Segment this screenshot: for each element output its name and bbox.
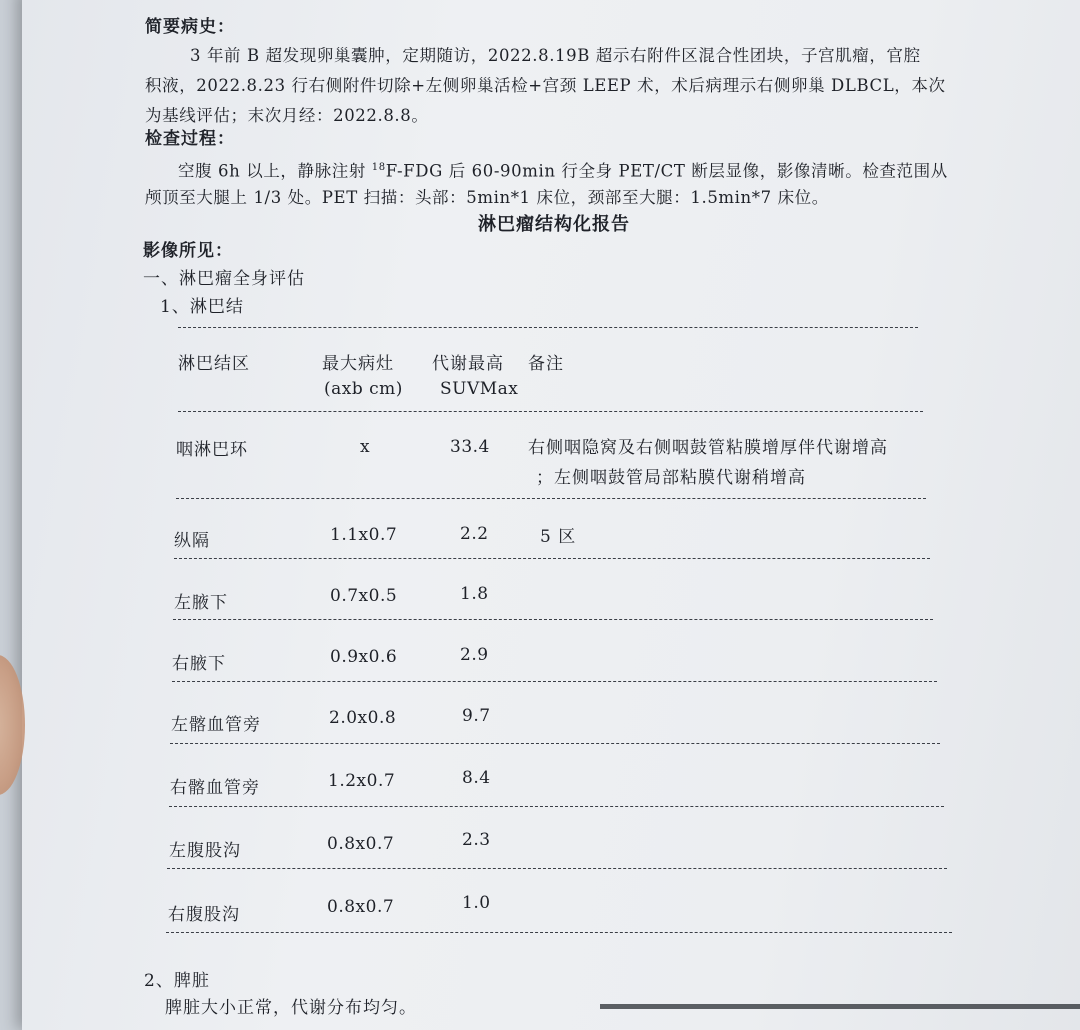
subsection-lymph-nodes: 1、淋巴结 — [160, 297, 244, 317]
history-line-1: 3 年前 B 超发现卵巢囊肿，定期随访，2022.8.19B 超示右附件区混合性团块，子宫肌瘤，官腔 — [190, 46, 921, 65]
report-title: 淋巴瘤结构化报告 — [478, 214, 630, 235]
row-6-region: 右髂血管旁 — [170, 778, 260, 798]
table-rule-header — [178, 411, 923, 412]
row-8-suv: 1.0 — [462, 893, 491, 913]
exam-line-1-pre: 空腹 6h 以上，静脉注射 — [178, 161, 372, 181]
row-5-size: 2.0x0.8 — [329, 708, 397, 728]
row-2-region: 纵隔 — [174, 531, 210, 551]
table-rule-5 — [170, 743, 940, 744]
exam-line-2: 颅顶至大腿上 1/3 处。PET 扫描：头部：5min*1 床位，颈部至大腿：1.5min*7 床位。 — [145, 188, 829, 207]
header-note: 备注 — [528, 354, 564, 374]
row-1-suv: 33.4 — [450, 437, 490, 457]
exam-line-1-post: F-FDG 后 60-90min 行全身 PET/CT 断层显像，影像清晰。检查范围从 — [385, 161, 948, 181]
row-7-suv: 2.3 — [462, 830, 491, 850]
page-bottom-edge — [600, 1004, 1080, 1009]
row-7-region: 左腹股沟 — [169, 841, 241, 861]
row-4-size: 0.9x0.6 — [330, 647, 398, 667]
table-rule-4 — [172, 681, 937, 682]
header-suv-unit: SUVMax — [440, 379, 519, 399]
table-rule-2 — [174, 558, 930, 559]
row-3-suv: 1.8 — [460, 584, 489, 604]
table-rule-1 — [176, 498, 926, 499]
history-heading: 简要病史： — [145, 17, 235, 37]
row-4-suv: 2.9 — [460, 645, 489, 665]
row-3-size: 0.7x0.5 — [330, 586, 398, 606]
row-2-suv: 2.2 — [460, 524, 489, 544]
spleen-text: 脾脏大小正常，代谢分布均匀。 — [165, 998, 417, 1018]
row-4-region: 右腋下 — [172, 654, 226, 674]
history-line-2: 积液，2022.8.23 行右侧附件切除+左侧卵巢活检+宫颈 LEEP 术，术后病理示右侧卵巢 DLBCL，本次 — [145, 76, 946, 95]
subsection-spleen: 2、脾脏 — [144, 971, 210, 991]
exam-heading: 检查过程： — [145, 129, 235, 149]
header-suv: 代谢最高 — [432, 354, 504, 374]
row-6-suv: 8.4 — [462, 768, 491, 788]
table-rule-8 — [166, 932, 952, 933]
row-2-note: 5 区 — [540, 527, 577, 547]
findings-heading: 影像所见： — [143, 241, 233, 261]
header-region: 淋巴结区 — [178, 354, 250, 374]
header-lesion: 最大病灶 — [322, 354, 394, 374]
header-lesion-unit: (axb cm) — [324, 379, 403, 399]
row-5-suv: 9.7 — [462, 706, 491, 726]
table-rule-7 — [167, 868, 947, 869]
section-whole-body: 一、淋巴瘤全身评估 — [143, 269, 305, 289]
row-5-region: 左髂血管旁 — [171, 715, 261, 735]
row-8-size: 0.8x0.7 — [327, 897, 395, 917]
row-1-region: 咽淋巴环 — [176, 440, 248, 460]
row-1-size: x — [360, 437, 371, 457]
row-1-note-cont: ；左侧咽鼓管局部粘膜代谢稍增高 — [536, 468, 806, 488]
row-3-region: 左腋下 — [174, 593, 228, 613]
row-1-note: 右侧咽隐窝及右侧咽鼓管粘膜增厚伴代谢增高 — [528, 438, 888, 458]
history-line-3: 为基线评估；末次月经：2022.8.8。 — [145, 106, 429, 125]
row-7-size: 0.8x0.7 — [327, 834, 395, 854]
row-6-size: 1.2x0.7 — [328, 771, 396, 791]
table-rule-3 — [173, 619, 933, 620]
row-8-region: 右腹股沟 — [168, 905, 240, 925]
table-rule-6 — [169, 806, 944, 807]
table-rule-top — [178, 327, 918, 328]
isotope-superscript: 18 — [371, 162, 386, 173]
row-2-size: 1.1x0.7 — [330, 525, 398, 545]
